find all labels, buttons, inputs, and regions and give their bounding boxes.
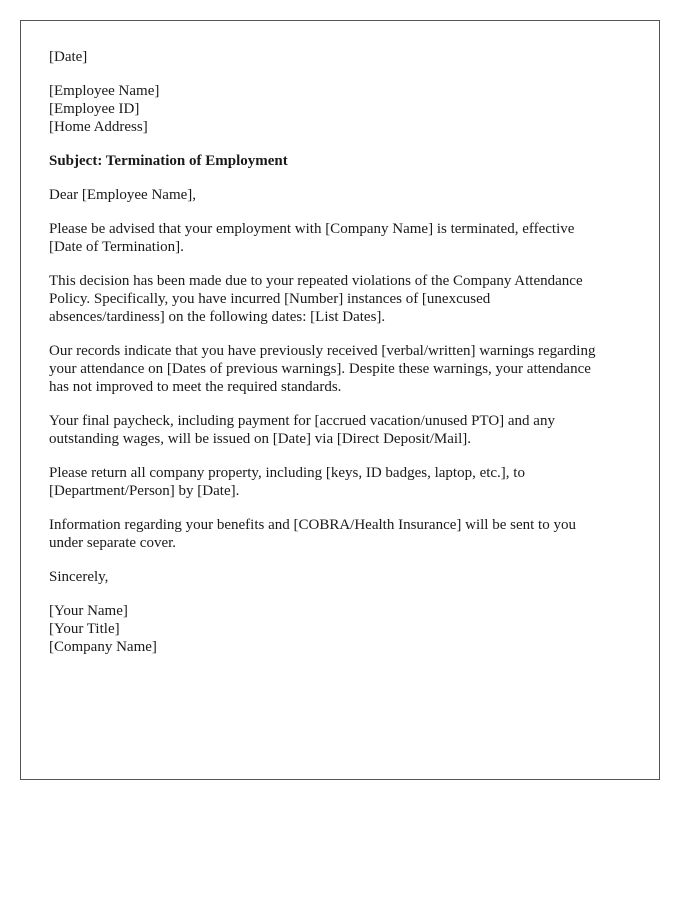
letter-subject: Subject: Termination of Employment	[49, 153, 288, 169]
salutation-block	[49, 186, 631, 204]
paragraph-line: Please be advised that your employment with [Company Name] is terminated, effective	[49, 221, 575, 237]
paragraph-line: This decision has been made due to your repeated violations of the Company Attendance	[49, 273, 583, 289]
paragraph-line: Your final paycheck, including payment for [accrued vacation/unused PTO] and any	[49, 413, 555, 429]
body-paragraph	[49, 220, 631, 256]
closing-block	[49, 568, 631, 586]
signature-title: [Your Title]	[49, 621, 120, 637]
body-paragraph	[49, 464, 631, 500]
paragraph-line: under separate cover.	[49, 535, 177, 551]
paragraph-line: Information regarding your benefits and [COBRA/Health Insurance] will be sent to you	[49, 517, 576, 533]
body-paragraph	[49, 516, 631, 552]
letter-closing: Sincerely,	[49, 569, 109, 585]
subject-block	[49, 152, 631, 170]
body-paragraph	[49, 342, 631, 396]
paragraph-line: absences/tardiness] on the following dates: [List Dates].	[49, 309, 386, 325]
letter-date-block	[49, 48, 631, 66]
paragraph-line: your attendance on [Dates of previous warnings]. Despite these warnings, your attendance	[49, 361, 591, 377]
recipient-block	[49, 82, 631, 136]
signature-name: [Your Name]	[49, 603, 128, 619]
paragraph-line: [Date of Termination].	[49, 239, 184, 255]
paragraph-line: Our records indicate that you have previously received [verbal/written] warnings regarding	[49, 343, 596, 359]
paragraph-line: has not improved to meet the required standards.	[49, 379, 342, 395]
recipient-address: [Home Address]	[49, 119, 148, 135]
letter-date: [Date]	[49, 49, 88, 65]
letter-page	[20, 20, 660, 780]
signature-company: [Company Name]	[49, 639, 157, 655]
body-paragraph	[49, 272, 631, 326]
body-paragraph	[49, 412, 631, 448]
paragraph-line: Policy. Specifically, you have incurred [Number] instances of [unexcused	[49, 291, 491, 307]
letter-salutation: Dear [Employee Name],	[49, 187, 197, 203]
paragraph-line: outstanding wages, will be issued on [Date] via [Direct Deposit/Mail].	[49, 431, 471, 447]
paragraph-line: Please return all company property, including [keys, ID badges, laptop, etc.], to	[49, 465, 525, 481]
paragraph-line: [Department/Person] by [Date].	[49, 483, 240, 499]
recipient-id: [Employee ID]	[49, 101, 140, 117]
recipient-name: [Employee Name]	[49, 83, 160, 99]
signature-block	[49, 602, 631, 656]
